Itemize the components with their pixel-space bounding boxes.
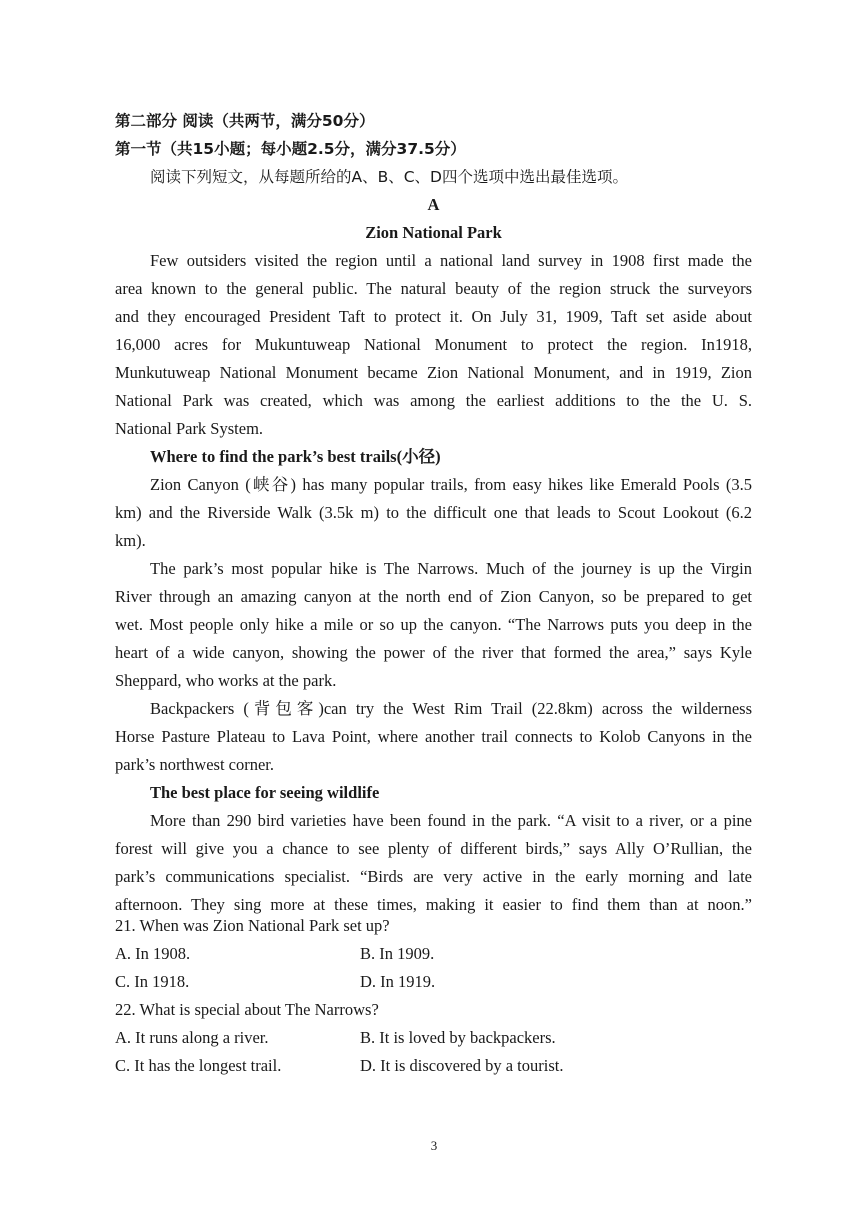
question-21-stem: 21. When was Zion National Park set up? bbox=[115, 916, 390, 935]
part-title: 第二部分 阅读（共两节，满分50分） bbox=[115, 112, 375, 130]
option-c[interactable]: C. In 1918. bbox=[115, 972, 190, 991]
passage-line: National Park System. bbox=[115, 419, 264, 438]
passage-line: wet. Most people only hike a mile or so up the canyon. “The Narrows puts you deep in the bbox=[115, 615, 752, 634]
passage-line: and they encouraged President Taft to protect it. On July 31, 1909, Taft set aside about bbox=[115, 307, 752, 326]
option-d[interactable]: D. It is discovered by a tourist. bbox=[360, 1056, 564, 1075]
passage-line: Munkutuweap National Monument became Zion National Monument, and in 1919, Zion bbox=[115, 363, 752, 382]
passage-line: park’s northwest corner. bbox=[115, 755, 274, 774]
passage-line: forest will give you a chance to see plenty of different birds,” says Ally O’Rullian, the bbox=[115, 839, 752, 858]
passage-line: Sheppard, who works at the park. bbox=[115, 671, 337, 690]
page-number: 3 bbox=[430, 1138, 438, 1153]
passage-line: Horse Pasture Plateau to Lava Point, where another trail connects to Kolob Canyons in the bbox=[115, 727, 752, 746]
question-22-options-row-1 bbox=[115, 1024, 752, 1052]
passage-line: National Park was created, which was among the earliest additions to the the U. S. bbox=[115, 391, 752, 410]
subheading-wildlife: The best place for seeing wildlife bbox=[150, 783, 380, 802]
passage-label: A bbox=[427, 195, 440, 214]
passage-line: More than 290 bird varieties have been found in the park. “A visit to a river, or a pine bbox=[150, 811, 752, 830]
option-a[interactable]: A. In 1908. bbox=[115, 944, 191, 963]
passage-line: afternoon. They sing more at these times, making it easier to find them than at noon.” bbox=[115, 895, 752, 914]
passage-line: River through an amazing canyon at the north end of Zion Canyon, so be prepared to get bbox=[115, 587, 752, 606]
passage-line: The park’s most popular hike is The Narrows. Much of the journey is up the Virgin bbox=[150, 559, 752, 578]
section-title: 第一节（共15小题；每小题2.5分，满分37.5分） bbox=[115, 140, 466, 158]
passage-line: area known to the general public. The natural beauty of the region struck the surveyors bbox=[115, 279, 752, 298]
option-c[interactable]: C. It has the longest trail. bbox=[115, 1056, 282, 1075]
passage-line: km). bbox=[115, 531, 146, 550]
option-b[interactable]: B. It is loved by backpackers. bbox=[360, 1028, 556, 1047]
question-22-options-row-2 bbox=[115, 1052, 752, 1080]
question-21-options-row-2 bbox=[115, 968, 752, 996]
passage-line: heart of a wide canyon, showing the power of the river that formed the area,” says Kyle bbox=[115, 643, 752, 662]
passage-line: km) and the Riverside Walk (3.5k m) to the difficult one that leads to Scout Lookout (6.2 bbox=[115, 503, 752, 522]
subheading-trails: Where to find the park’s best trails(小径) bbox=[150, 447, 441, 466]
passage-line: Backpackers (背包客)can try the West Rim Trail (22.8km) across the wilderness bbox=[150, 699, 752, 718]
question-21-options-row-1 bbox=[115, 940, 752, 968]
option-a[interactable]: A. It runs along a river. bbox=[115, 1028, 269, 1047]
question-22-stem: 22. What is special about The Narrows? bbox=[115, 1000, 379, 1019]
instruction-text: 阅读下列短文，从每题所给的A、B、C、D四个选项中选出最佳选项。 bbox=[150, 168, 628, 186]
passage-title: Zion National Park bbox=[365, 223, 502, 242]
passage-line: park’s communications specialist. “Birds are very active in the early morning and late bbox=[115, 867, 752, 886]
passage-line: 16,000 acres for Mukuntuweap National Monument to protect the region. In1918, bbox=[115, 335, 752, 354]
passage-line: Zion Canyon (峡谷) has many popular trails, from easy hikes like Emerald Pools (3.5 bbox=[150, 475, 752, 494]
option-d[interactable]: D. In 1919. bbox=[360, 972, 436, 991]
option-b[interactable]: B. In 1909. bbox=[360, 944, 435, 963]
passage-line: Few outsiders visited the region until a national land survey in 1908 first made the bbox=[150, 251, 752, 270]
